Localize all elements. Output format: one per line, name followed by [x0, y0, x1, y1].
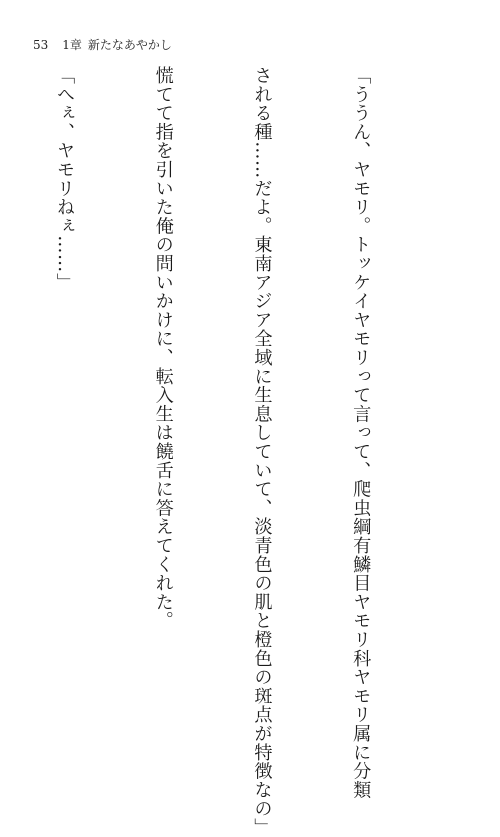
page-number: 53 [33, 38, 49, 52]
text-column: される種……だよ。東南アジア全域に生息していて、淡青色の肌と橙色の斑点が特徴なの」 [251, 66, 273, 837]
vertical-body-text [0, 66, 442, 837]
chapter-number: 1章 [62, 38, 82, 52]
chapter-title: 新たなあやかし [87, 38, 172, 52]
running-header [33, 38, 186, 52]
text-column: 慌てて指を引いた俺の問いかけに、転入生は饒舌に答えてくれた。 [152, 66, 174, 630]
text-column: 「ううん、ヤモリ。トッケイヤモリって言って、爬虫綱有鱗目ヤモリ科ヤモリ属に分類 [350, 66, 372, 800]
text-column: 「へぇ、ヤモリねぇ……」 [54, 66, 76, 292]
